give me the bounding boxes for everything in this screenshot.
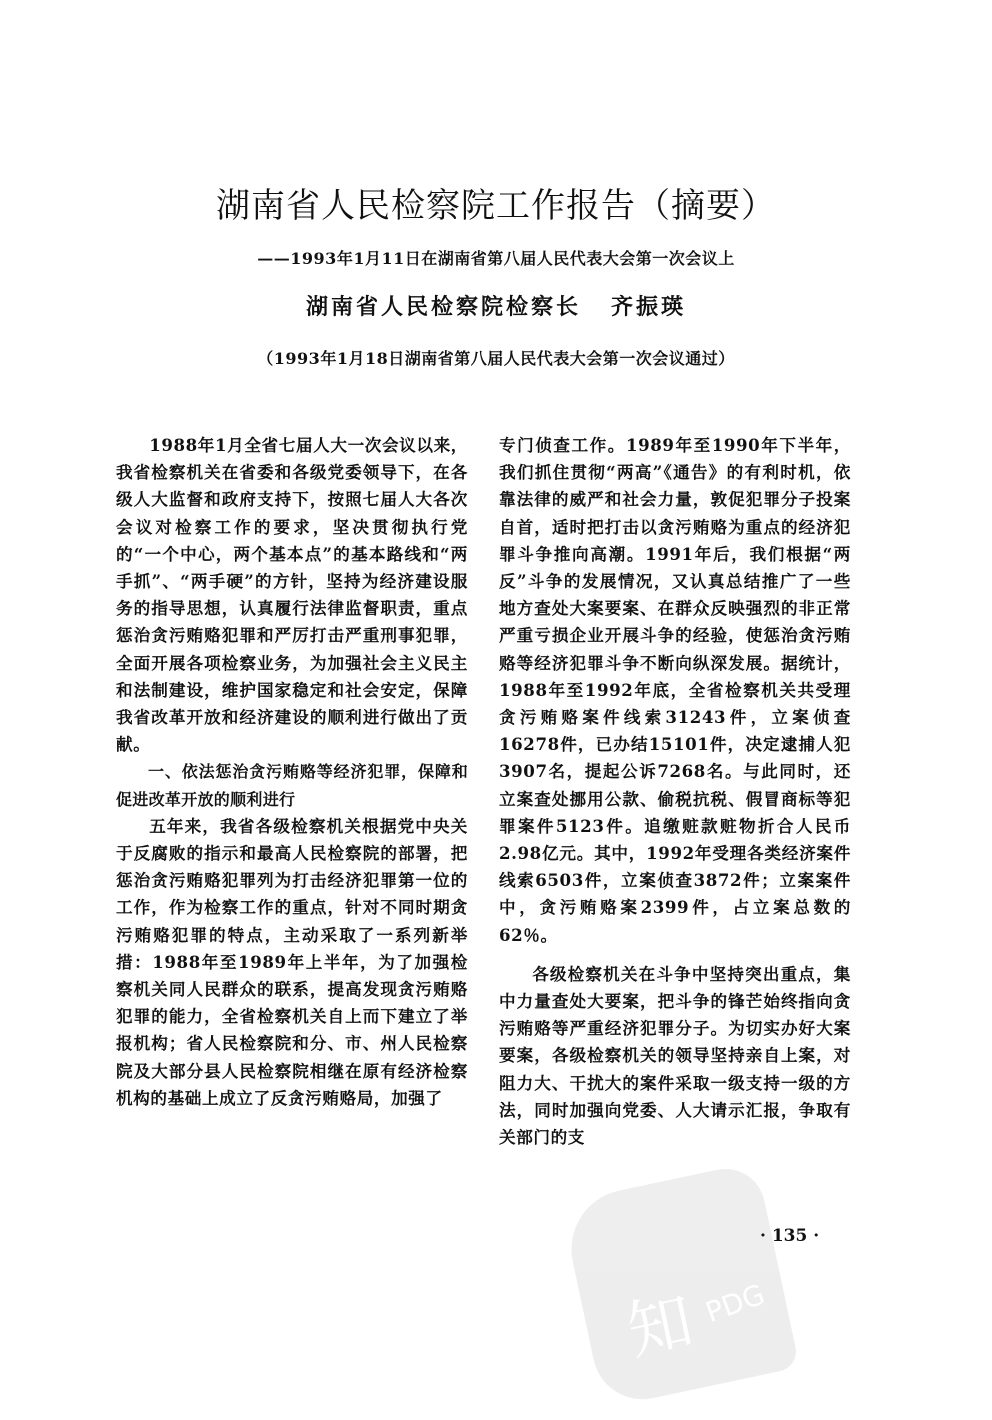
author-position: 湖南省人民检察院检察长 xyxy=(305,294,581,320)
document-title: 湖南省人民检察院工作报告（摘要） xyxy=(216,186,776,226)
paragraph: 各级检察机关在斗争中坚持突出重点，集中力量查处大要案，把斗争的锋芒始终指向贪污贿赂等严重经济犯罪分子。为切实办好大案要案，各级检察机关的领导坚持亲自上案，对阻力大、干扰大的案件采取一级支持一级的方法，同时加强向党委、人大请示汇报，争取有关部门的支 xyxy=(499,963,851,1148)
paragraph: 专门侦查工作。1989年至1990年下半年，我们抓住贯彻“两高”《通告》的有利时机，依靠法律的威严和社会力量，敦促犯罪分子投案自首，适时把打击以贪污贿赂为重点的经济犯罪斗争推向高潮。1991年后，我们根据“两反”斗争的发展情况，又认真总结推广了一些地方查处大案要案、在群众反映强烈的非正常严重亏损企业开展斗争的经验，使惩治贪污贿赂等经济犯罪斗争不断向纵深发展。据统计，1988年至1992年底，全省检察机关共受理贪污贿赂案件线索31243件，立案侦查16278件，已办结15101件，决定逮捕人犯3907名，提起公诉7268名。与此同时，还立案查处挪用公款、偷税抗税、假冒商标等犯罪案件5123件。追缴赃款赃物折合人民币2.98亿元。其中，1992年受理各类经济案件线索6503件，立案侦查3872件；立案案件中，贪污贿赂案2399件，占立案总数的62％。 xyxy=(499,435,851,945)
page-number: · 135 · xyxy=(760,1226,820,1246)
paragraph: 1988年1月全省七届人大一次会议以来，我省检察机关在省委和各级党委领导下，在各级人大监督和政府支持下，按照七届人大各次会议对检察工作的要求，坚决贯彻执行党的“一个中心，两个基本点”的基本路线和“两手抓”、“两手硬”的方针，坚持为经济建设服务的指导思想，认真履行法律监督职责，重点惩治贪污贿赂犯罪和严厉打击严重刑事犯罪，全面开展各项检察业务，为加强社会主义民主和法制建设，维护国家稳定和社会安定，保障我省改革开放和经济建设的顺利进行做出了贡献。 xyxy=(116,435,468,755)
left-column xyxy=(116,432,468,1112)
watermark-glyph: 知 xyxy=(621,1284,700,1370)
approval-note: （1993年1月18日湖南省第八届人民代表大会第一次会议通过） xyxy=(257,349,735,368)
author-line xyxy=(0,290,992,321)
watermark-stamp xyxy=(560,1162,799,1409)
right-column xyxy=(499,432,851,1151)
author-name: 齐振瑛 xyxy=(611,294,687,320)
watermark-text: PDG xyxy=(701,1277,770,1330)
paragraph: 五年来，我省各级检察机关根据党中央关于反腐败的指示和最高人民检察院的部署，把惩治贪污贿赂犯罪列为打击经济犯罪第一位的工作，作为检察工作的重点，针对不同时期贪污贿赂犯罪的特点，主动采取了一系列新举措：1988年至1989年上半年，为了加强检察机关同人民群众的联系，提高发现贪污贿赂犯罪的能力，全省检察机关自上而下建立了举报机构；省人民检察院和分、市、州人民检察院及大部分县人民检察院相继在原有经济检察机构的基础上成立了反贪污贿赂局，加强了 xyxy=(116,815,468,1108)
section-heading: 一、依法惩治贪污贿赂等经济犯罪，保障和促进改革开放的顺利进行 xyxy=(116,762,468,809)
document-subtitle: ——1993年1月11日在湖南省第八届人民代表大会第一次会议上 xyxy=(257,249,735,268)
